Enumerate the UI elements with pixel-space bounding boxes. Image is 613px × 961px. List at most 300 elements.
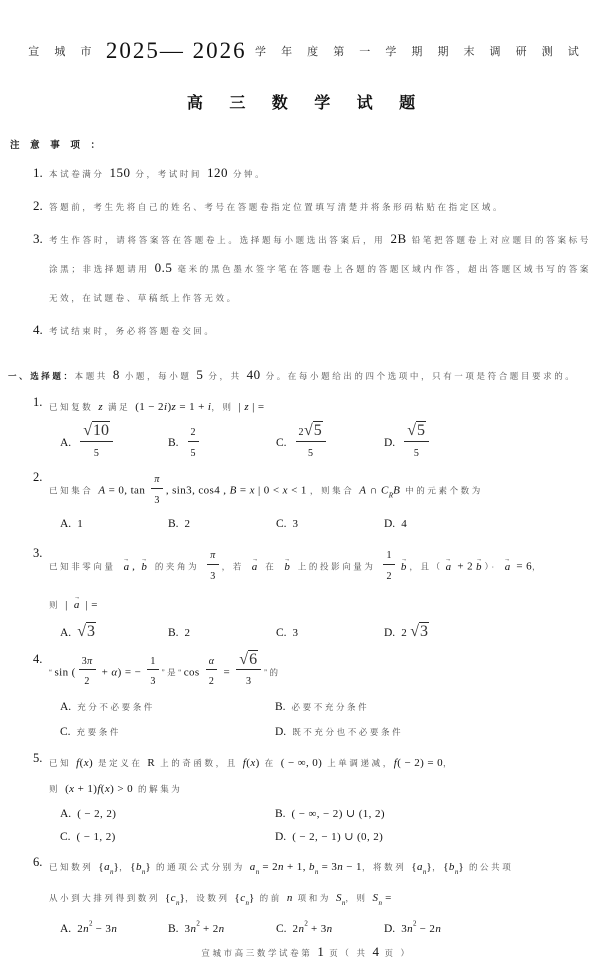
- options-row: [0, 423, 613, 461]
- question-number: 3.: [33, 546, 43, 561]
- math-run: 3: [154, 494, 160, 506]
- note-number: 3.: [33, 231, 43, 246]
- text-run: 既不充分也不必要条件: [292, 726, 404, 737]
- text-run: 已知非零向量: [49, 561, 121, 572]
- option-body: [77, 697, 155, 714]
- fraction: [147, 651, 158, 689]
- text-run: ，若: [221, 561, 249, 572]
- math-run: }: [426, 860, 433, 873]
- option-label: A.: [60, 923, 72, 936]
- math-run: = 2: [259, 860, 278, 873]
- option-label: B.: [168, 626, 179, 639]
- option-b: [168, 919, 276, 937]
- fraction: [296, 422, 326, 460]
- math-run: z: [171, 401, 177, 413]
- math-run: 3: [401, 923, 408, 936]
- subscript: n: [378, 899, 382, 908]
- math-run: }: [249, 891, 255, 904]
- denominator: [94, 442, 99, 461]
- math-run: n: [326, 923, 333, 936]
- paper-title: 高 三 数 学 试 题: [186, 95, 427, 112]
- math-run: {: [130, 860, 136, 873]
- question-6: [0, 855, 613, 937]
- math-run: n: [286, 891, 293, 904]
- text-run: 在: [259, 757, 281, 768]
- text-run: 上的投影向量为: [292, 561, 381, 572]
- text-run: “: [49, 666, 55, 677]
- option-body: [185, 623, 191, 640]
- subscript: n: [422, 867, 427, 876]
- option-label: D.: [275, 830, 287, 843]
- math-run: 3: [245, 676, 252, 688]
- denominator: [210, 565, 215, 584]
- superscript: 2: [304, 919, 308, 928]
- math-run: 3: [292, 626, 299, 639]
- math-run: n: [337, 860, 344, 873]
- subscript: n: [109, 867, 114, 876]
- numerator: [383, 545, 394, 565]
- question-number: 4.: [33, 651, 43, 666]
- text-run: ，且（: [409, 561, 443, 572]
- question-number: 2.: [33, 470, 43, 485]
- radicand: 5: [416, 422, 425, 439]
- option-c: [60, 827, 275, 845]
- math-run: ( − 1, 2): [76, 830, 116, 843]
- math-run: ): [167, 401, 172, 413]
- option-label: C.: [60, 725, 71, 738]
- math-run: }: [113, 860, 120, 873]
- number-run: 2B: [390, 231, 407, 246]
- notice-item-3: [0, 225, 613, 312]
- radicand: 5: [313, 422, 322, 439]
- text-run: 分。在每小题给出的四个选项中，只有一项是符合题目要求的。: [260, 371, 577, 381]
- option-body: [292, 804, 385, 821]
- math-run: +: [98, 665, 112, 678]
- subscript: n: [245, 899, 249, 908]
- text-run: 的公共项: [464, 861, 514, 872]
- text-run: 考试结束时，务必将答题卷交回。: [49, 326, 216, 336]
- math-run: 3: [184, 923, 191, 936]
- math-run: B: [229, 484, 237, 497]
- option-label: A.: [60, 807, 72, 820]
- math-run: {: [411, 860, 418, 873]
- math-run: ( − ∞, − 2) ∪ (1, 2): [291, 807, 385, 820]
- text-run: ，则: [345, 892, 373, 903]
- math-run: 3: [81, 655, 88, 667]
- math-run: {: [234, 891, 241, 904]
- math-run: S: [335, 891, 342, 904]
- text-run: 本试卷满分: [49, 169, 110, 179]
- math-run: }: [145, 860, 152, 873]
- option-label: B.: [275, 807, 286, 820]
- option-body: [401, 422, 432, 459]
- math-run: (: [246, 756, 251, 769]
- math-run: i: [207, 401, 212, 413]
- numerator: [207, 545, 218, 565]
- option-label: B.: [168, 923, 179, 936]
- number-run: 120: [207, 165, 228, 180]
- notice-item-4: [0, 316, 613, 345]
- math-run: c: [240, 891, 246, 904]
- math-run: 5: [190, 447, 196, 459]
- math-run: π: [154, 474, 160, 486]
- text-run: 必要不充分条件: [291, 701, 370, 712]
- math-run: ): [89, 756, 94, 769]
- option-label: C.: [276, 626, 287, 639]
- math-run: =: [236, 484, 250, 497]
- subscript: n: [175, 899, 180, 908]
- math-run: ) > 0: [110, 782, 134, 795]
- option-b: [275, 697, 490, 715]
- option-a: [60, 514, 168, 532]
- options-row: [0, 514, 613, 532]
- math-run: 2: [184, 518, 191, 531]
- denominator: [414, 442, 419, 461]
- option-body: [293, 514, 299, 531]
- math-run: x: [250, 756, 256, 769]
- option-a: [60, 804, 275, 822]
- math-run: S: [372, 891, 379, 904]
- radicand: 6: [249, 650, 258, 668]
- option-body: [185, 514, 191, 531]
- math-run: 2: [386, 570, 392, 582]
- vector-arrow: → a: [252, 557, 258, 578]
- math-run: A: [359, 484, 367, 497]
- math-run: + 3: [307, 923, 327, 936]
- denominator: [308, 442, 313, 461]
- math-run: + 2: [454, 560, 473, 573]
- math-run: (: [100, 782, 105, 795]
- math-run: 1: [386, 550, 392, 562]
- option-label: B.: [168, 437, 179, 450]
- text-run: 已知: [49, 757, 77, 768]
- option-label: A.: [60, 437, 72, 450]
- math-run: }: [179, 891, 186, 904]
- numerator: [151, 469, 162, 489]
- text-run: 则: [49, 783, 66, 794]
- option-body: [401, 623, 429, 640]
- math-run: C: [381, 484, 389, 497]
- math-run: ( − 2, − 1) ∪ (0, 2): [292, 830, 384, 843]
- math-run: n: [83, 923, 89, 936]
- numerator: [147, 651, 158, 671]
- math-run: |: [238, 401, 245, 413]
- math-run: n: [111, 923, 118, 936]
- numerator: [80, 422, 113, 442]
- math-run: B: [393, 484, 401, 497]
- option-label: B.: [168, 518, 179, 531]
- text-run: 已知集合: [49, 485, 99, 496]
- option-body: [293, 919, 333, 936]
- denominator: [246, 670, 251, 689]
- math-run: 5: [307, 447, 314, 459]
- text-run: 的解集为: [133, 783, 183, 794]
- text-run: 分钟。: [228, 169, 267, 179]
- option-c: [276, 514, 384, 532]
- text-run: ，设数列: [185, 892, 235, 903]
- math-run: + 1): [74, 782, 98, 795]
- question-stem: [49, 395, 613, 418]
- math-run: (: [65, 782, 70, 795]
- option-body: [77, 622, 96, 640]
- fraction: [383, 545, 394, 583]
- math-run: 2: [292, 923, 299, 936]
- option-c: [60, 722, 275, 740]
- question-number: 1.: [33, 395, 43, 409]
- text-run: ，: [119, 861, 131, 872]
- header-city: 宣 城 市: [28, 46, 98, 58]
- option-d: [384, 919, 613, 937]
- text-run: ，: [432, 861, 444, 872]
- math-run: R: [147, 756, 156, 769]
- options-row: [0, 623, 613, 641]
- numerator: [206, 651, 218, 671]
- option-body: [293, 422, 329, 459]
- number-run: 8: [112, 367, 120, 382]
- option-body: [185, 919, 225, 936]
- math-run: x: [249, 484, 255, 497]
- denominator: [191, 442, 196, 461]
- option-body: [293, 623, 299, 640]
- math-run: 2: [84, 676, 90, 688]
- option-c: [276, 423, 384, 461]
- text-run: 已知复数: [49, 402, 99, 412]
- math-run: = 0, tan: [105, 484, 149, 497]
- denominator: [84, 670, 89, 689]
- subscript: R: [388, 491, 394, 500]
- sqrt-radical: [304, 421, 323, 439]
- vector-arrow: → a: [505, 557, 511, 578]
- math-run: 4: [401, 518, 408, 531]
- text-run: 铅笔把答题卷上对应题目的答案标号涂黑；非选择题请用: [49, 235, 591, 274]
- option-b: [168, 423, 276, 461]
- subscript: n: [314, 867, 319, 876]
- superscript: 2: [89, 919, 93, 928]
- text-run: 页 ）: [379, 948, 412, 959]
- note-text: [49, 316, 613, 345]
- text-run: 的前: [254, 892, 287, 903]
- text-run: 分，共: [203, 371, 247, 381]
- math-run: n: [278, 860, 284, 873]
- option-body: [401, 514, 407, 531]
- option-a: [60, 919, 168, 937]
- question-stem-line2: [0, 886, 613, 914]
- text-run: 本题共: [74, 371, 113, 381]
- text-run: 充要条件: [76, 726, 121, 737]
- option-label: A.: [60, 700, 72, 713]
- question-stem: [49, 751, 613, 774]
- sqrt-radical: [410, 622, 429, 640]
- math-run: z: [244, 401, 250, 413]
- notice-item-2: [0, 192, 613, 221]
- math-run: cos: [183, 665, 203, 678]
- math-run: 5: [93, 447, 100, 459]
- math-run: x: [104, 782, 111, 795]
- vector-arrow: → b: [284, 557, 290, 578]
- math-run: 3: [210, 570, 216, 582]
- text-run: 宣城市高三数学试卷第: [201, 948, 318, 959]
- math-run: 2: [401, 626, 411, 639]
- number-run: 5: [196, 367, 204, 382]
- vector-arrow: → a: [124, 557, 130, 578]
- math-run: 3: [292, 518, 299, 531]
- option-body: [292, 827, 383, 844]
- math-run: {: [164, 891, 171, 904]
- math-run: ( − ∞, 0): [280, 756, 323, 769]
- math-run: (1 − 2: [135, 401, 164, 413]
- denominator: [386, 565, 391, 584]
- question-3: [0, 546, 613, 640]
- option-label: D.: [384, 626, 396, 639]
- math-run: n: [218, 923, 225, 936]
- notice-item-1: [0, 159, 613, 188]
- question-stem: [49, 855, 613, 883]
- math-run: {: [98, 860, 105, 873]
- text-run: 是定义在: [93, 757, 148, 768]
- note-text: [49, 192, 613, 221]
- option-label: C.: [276, 518, 287, 531]
- option-body: [77, 422, 116, 459]
- math-run: 2: [208, 676, 215, 688]
- number-run: 0.5: [154, 260, 173, 275]
- text-run: ，: [443, 757, 455, 768]
- math-run: b: [135, 860, 142, 873]
- note-text: [49, 159, 613, 188]
- option-body: [292, 722, 403, 739]
- question-stem: [49, 652, 613, 690]
- text-run: ，则集合: [309, 485, 360, 496]
- option-body: [77, 919, 117, 936]
- sqrt-radical: [77, 622, 96, 640]
- denominator: [209, 670, 214, 689]
- math-run: 5: [413, 447, 420, 459]
- option-body: [292, 697, 370, 714]
- fraction: [207, 545, 218, 583]
- math-run: < 1: [287, 484, 310, 497]
- math-run: sin (: [54, 665, 76, 678]
- radicand: 10: [92, 422, 109, 439]
- vector-arrow: → b: [401, 557, 407, 578]
- math-run: a: [417, 860, 423, 873]
- option-a: [60, 623, 168, 641]
- fraction: [80, 422, 113, 460]
- math-run: + 2: [199, 923, 219, 936]
- text-run: 的夹角为: [149, 561, 205, 572]
- math-run: n: [435, 923, 442, 936]
- option-a: [60, 423, 168, 461]
- math-run: 1: [77, 518, 84, 531]
- options-rows: [0, 697, 613, 740]
- math-run: | 0 <: [254, 484, 283, 497]
- text-run: 满足: [103, 402, 136, 412]
- option-b: [168, 514, 276, 532]
- math-run: 3: [150, 676, 156, 688]
- option-label: B.: [275, 700, 286, 713]
- subscript: n: [341, 899, 346, 908]
- math-run: α: [208, 655, 215, 667]
- numerator: [79, 651, 96, 671]
- math-run: f: [97, 782, 101, 795]
- text-run: ”是“: [161, 666, 184, 677]
- math-run: b: [448, 860, 455, 873]
- math-run: (: [79, 756, 84, 769]
- fraction: [206, 651, 218, 689]
- math-run: + 1,: [283, 860, 310, 873]
- subscript: n: [255, 867, 260, 876]
- radicand: 3: [420, 622, 429, 640]
- text-run: 从小到大排列得到数列: [49, 892, 165, 903]
- superscript: 2: [413, 919, 417, 928]
- option-label: D.: [384, 518, 396, 531]
- text-run: 则: [49, 599, 66, 610]
- sqrt-radical: [407, 421, 426, 439]
- question-stem-line2: [0, 593, 613, 616]
- text-run: 在: [260, 561, 282, 572]
- text-run: 上的奇函数，且: [155, 757, 243, 768]
- math-run: x: [282, 484, 288, 497]
- fraction: [79, 651, 96, 689]
- denominator: [154, 489, 159, 508]
- vector-arrow: → a: [446, 557, 452, 578]
- text-run: 小题，每小题: [119, 371, 197, 381]
- superscript: 2: [196, 919, 200, 928]
- section-heading: [0, 363, 613, 388]
- option-c: [276, 919, 384, 937]
- subscript: n: [454, 867, 459, 876]
- math-run: f: [76, 756, 80, 769]
- math-run: = 1 +: [176, 401, 208, 413]
- math-run: a: [249, 860, 256, 873]
- text-run: 考生作答时，请将答案答在答题卷上。选择题每小题选出答案后，用: [49, 235, 391, 245]
- option-d: [275, 827, 490, 845]
- math-run: =: [220, 665, 234, 678]
- subscript: n: [141, 867, 146, 876]
- numerator: [404, 422, 429, 442]
- text-run: 答题前，考生先将自己的姓名、考号在答题卷指定位置填写清楚并将条形码粘贴在指定区域。: [49, 202, 505, 212]
- math-run: = 3: [318, 860, 338, 873]
- math-run: ,: [132, 560, 139, 573]
- text-run: 充分不必要条件: [77, 701, 155, 712]
- option-body: [185, 427, 202, 459]
- text-run: 已知数列: [49, 861, 99, 872]
- text-run: 毫米的黑色墨水签字笔在答题卷上各题的答题区域内作答，超出答题区域书写的答案无效，在试题卷、草稿纸上作答无效。: [49, 264, 591, 303]
- option-body: [77, 722, 121, 739]
- math-run: | =: [82, 598, 98, 611]
- option-label: C.: [60, 830, 71, 843]
- option-label: D.: [384, 437, 396, 450]
- option-b: [275, 804, 490, 822]
- option-d: [275, 722, 490, 740]
- math-run: c: [170, 891, 176, 904]
- math-run: 2: [77, 923, 84, 936]
- option-d: [384, 623, 613, 641]
- option-c: [276, 623, 384, 641]
- number-run: 40: [246, 367, 261, 382]
- math-run: 1: [150, 655, 156, 667]
- math-run: x: [69, 782, 75, 795]
- denominator: [150, 670, 155, 689]
- header-years: 2025— 2026: [105, 38, 247, 63]
- math-run: a: [104, 860, 110, 873]
- math-run: = 6: [513, 560, 533, 573]
- text-run: ，: [532, 561, 544, 572]
- math-run: A: [98, 484, 106, 497]
- math-run: | =: [249, 401, 265, 413]
- math-run: x: [83, 756, 90, 769]
- math-run: − 2: [416, 923, 436, 936]
- header-term: 学 年 度 第 一 学 期 期 末 调 研 测 试: [255, 46, 585, 58]
- page-footer: [0, 943, 613, 961]
